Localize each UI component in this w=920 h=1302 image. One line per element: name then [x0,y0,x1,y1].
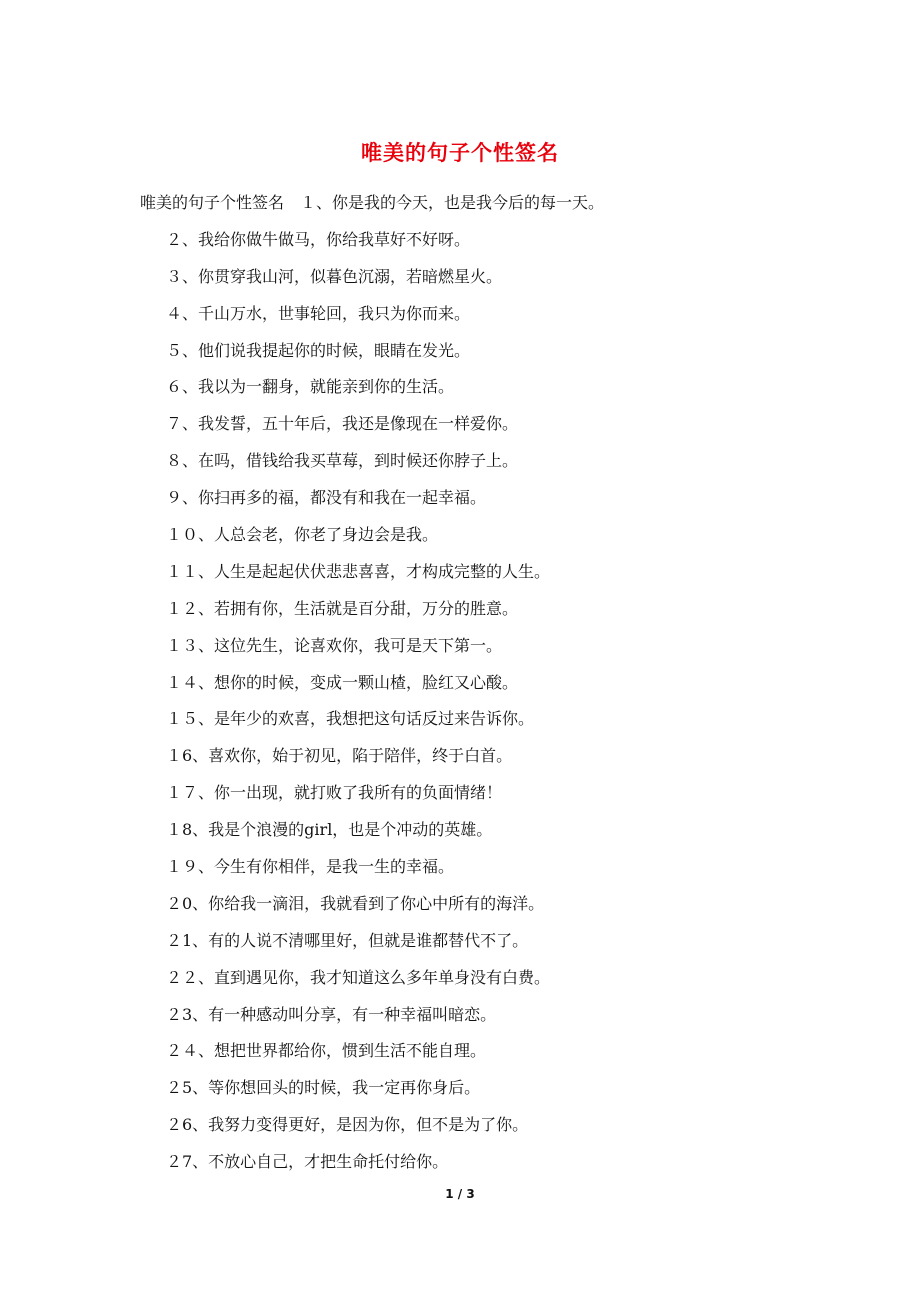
list-item: ３、你贯穿我山河，似暮色沉溺，若暗燃星火。 [166,266,503,286]
list-item: ２0、你给我一滴泪，我就看到了你心中所有的海洋。 [166,893,545,913]
list-item: １９、今生有你相伴，是我一生的幸福。 [166,857,455,877]
list-item: ２7、不放心自己，才把生命托付给你。 [166,1152,449,1172]
list-item: １１、人生是起起伏伏悲悲喜喜，才构成完整的人生。 [166,561,551,581]
list-item: ２6、我努力变得更好，是因为你，但不是为了你。 [166,1115,529,1135]
list-item: ２４、想把世界都给你，惯到生活不能自理。 [166,1041,487,1061]
list-item: １２、若拥有你，生活就是百分甜，万分的胜意。 [166,598,519,618]
list-item: ２5、等你想回头的时候，我一定再你身后。 [166,1078,481,1098]
list-item: １７、你一出现，就打败了我所有的负面情绪！ [166,783,503,803]
page-title: 唯美的句子个性签名 [361,141,559,165]
list-item: １４、想你的时候，变成一颗山楂，脸红又心酸。 [166,672,519,692]
signature-list [0,222,920,1181]
list-item: １０、人总会老，你老了身边会是我。 [166,525,439,545]
list-item: １6、喜欢你，始于初见，陷于陪伴，终于白首。 [166,746,513,766]
page-indicator: 1 / 3 [445,1187,475,1201]
list-item: ７、我发誓，五十年后，我还是像现在一样爱你。 [166,414,519,434]
list-item: ２1、有的人说不清哪里好，但就是谁都替代不了。 [166,930,529,950]
list-item: １５、是年少的欢喜，我想把这句话反过来告诉你。 [166,709,535,729]
list-item: ４、千山万水，世事轮回，我只为你而来。 [166,303,471,323]
list-item: １３、这位先生，论喜欢你，我可是天下第一。 [166,635,503,655]
first-line: 唯美的句子个性签名 １、你是我的今天，也是我今后的每一天。 [140,193,605,212]
list-item: ８、在吗，借钱给我买草莓，到时候还你脖子上。 [166,451,519,471]
list-item: ２、我给你做牛做马，你给我草好不好呀。 [166,229,471,249]
list-item: ２２、直到遇见你，我才知道这么多年单身没有白费。 [166,967,551,987]
list-item: ９、你扫再多的福，都没有和我在一起幸福。 [166,488,487,508]
document-body [0,185,920,1181]
list-item: ５、他们说我提起你的时候，眼睛在发光。 [166,340,471,360]
list-item: ２3、有一种感动叫分享，有一种幸福叫暗恋。 [166,1004,497,1024]
list-item: １8、我是个浪漫的girl，也是个冲动的英雄。 [166,820,493,840]
list-item: ６、我以为一翻身，就能亲到你的生活。 [166,377,455,397]
